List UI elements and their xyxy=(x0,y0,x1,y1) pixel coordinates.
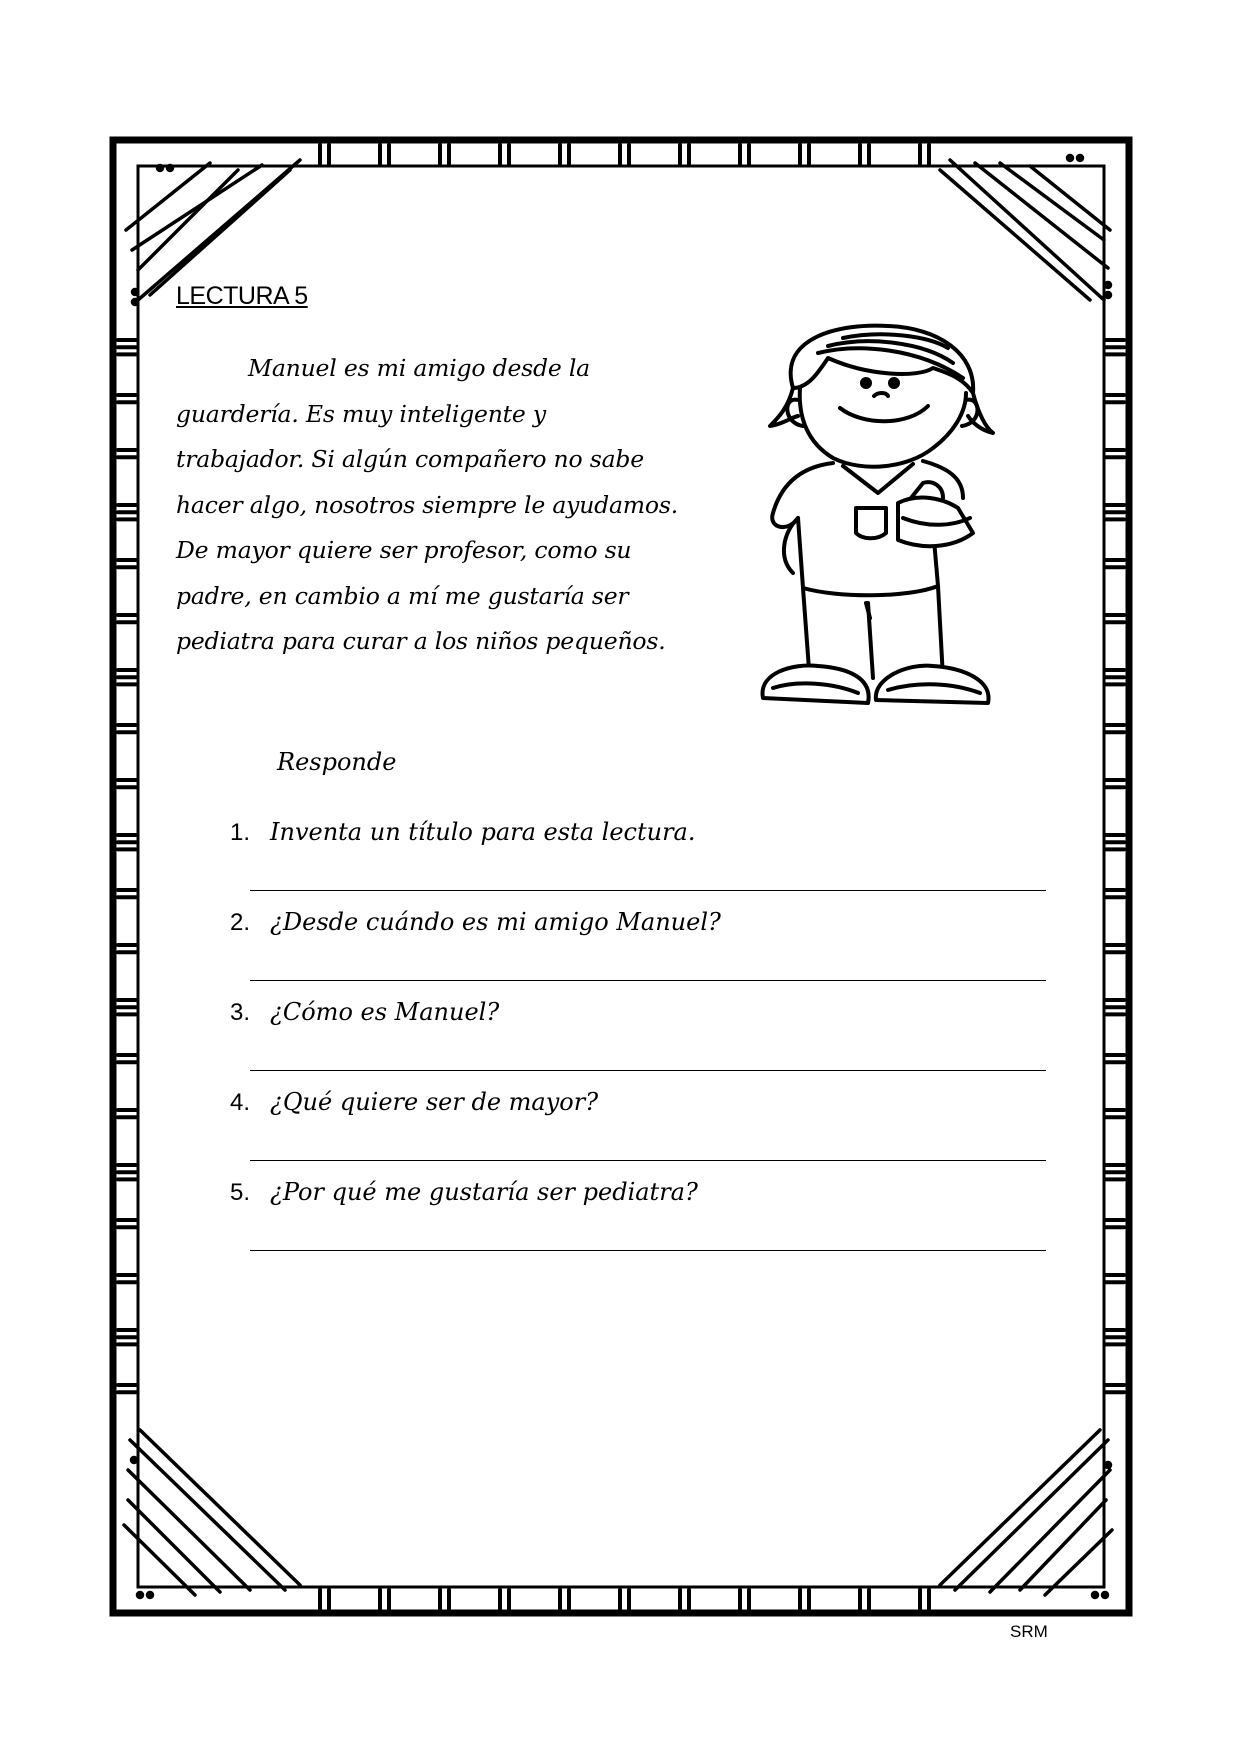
question-number: 2. xyxy=(229,909,250,936)
passage-line: pediatra para curar a los niños pequeños. xyxy=(176,627,666,655)
passage-line: guardería. Es muy inteligente y xyxy=(176,399,546,428)
answer-line-4[interactable] xyxy=(250,1160,1046,1161)
question-4 xyxy=(210,1088,1070,1117)
respond-heading: Responde xyxy=(277,748,397,776)
question-2 xyxy=(210,908,1070,937)
question-text: Inventa un título para esta lectura. xyxy=(270,818,696,846)
passage-line: trabajador. Si algún compañero no sabe xyxy=(176,445,644,473)
worksheet-title: LECTURA 5 xyxy=(176,282,308,310)
passage-line: hacer algo, nosotros siempre le ayudamos. xyxy=(176,490,678,519)
question-number: 4. xyxy=(229,1089,250,1116)
question-text: ¿Desde cuándo es mi amigo Manuel? xyxy=(270,908,721,936)
question-5 xyxy=(210,1178,1070,1207)
reading-passage xyxy=(176,346,736,665)
question-number: 5. xyxy=(229,1179,250,1206)
question-1 xyxy=(210,818,1070,847)
answer-line-1[interactable] xyxy=(250,890,1046,891)
corner-decoration-bottom-left xyxy=(124,1430,300,1598)
question-number: 3. xyxy=(229,999,250,1026)
boy-illustration xyxy=(748,318,1000,718)
question-text: ¿Por qué me gustaría ser pediatra? xyxy=(270,1178,698,1206)
passage-line: De mayor quiere ser profesor, como su xyxy=(176,536,632,564)
corner-decoration-top-right xyxy=(940,156,1111,301)
corner-decoration-bottom-right xyxy=(940,1430,1112,1598)
question-3 xyxy=(210,998,1070,1027)
answer-line-5[interactable] xyxy=(250,1250,1046,1251)
question-text: ¿Qué quiere ser de mayor? xyxy=(270,1088,599,1116)
passage-line: Manuel es mi amigo desde la xyxy=(248,354,590,382)
question-number: 1. xyxy=(229,819,250,846)
question-text: ¿Cómo es Manuel? xyxy=(270,998,500,1026)
footer-initials: SRM xyxy=(1010,1622,1048,1641)
answer-line-3[interactable] xyxy=(250,1070,1046,1071)
passage-line: padre, en cambio a mí me gustaría ser xyxy=(176,581,629,610)
answer-line-2[interactable] xyxy=(250,980,1046,981)
